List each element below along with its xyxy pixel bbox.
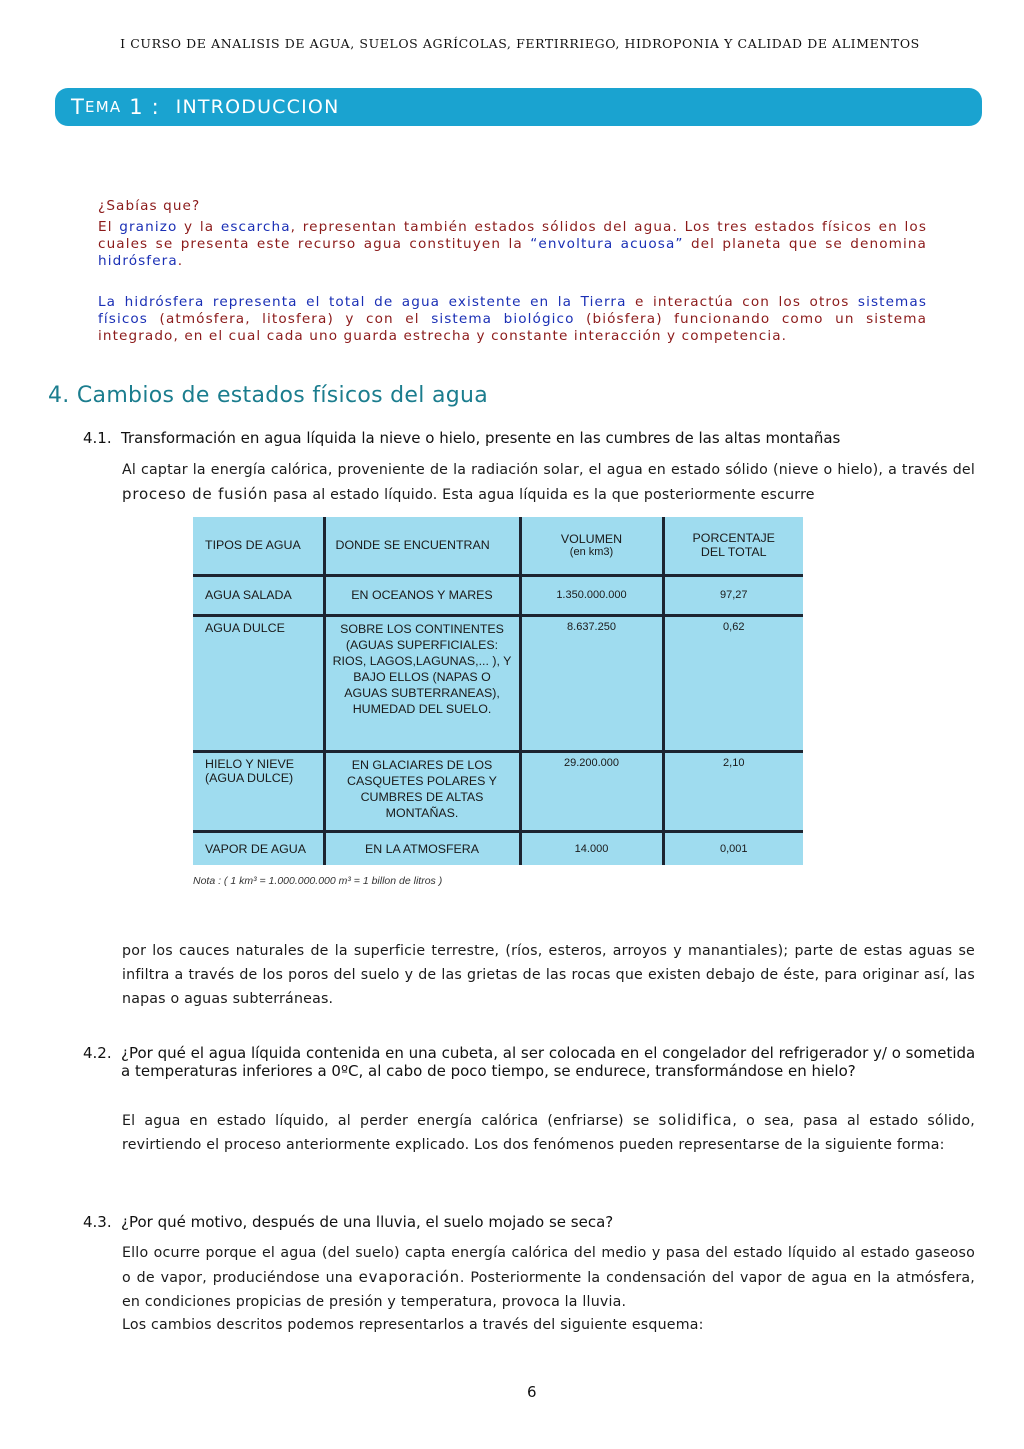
section-title: 4. Cambios de estados físicos del agua xyxy=(48,383,489,408)
water-distribution-table xyxy=(193,517,803,865)
subsection-4-3-heading xyxy=(83,1213,614,1231)
callout-heading: ¿Sabías que? xyxy=(98,198,201,214)
table-row: AGUA SALADA EN OCEANOS Y MARES 1.350.000.000 97,27 xyxy=(193,575,803,615)
table-header-volumen: VOLUMEN (en km3) xyxy=(520,517,663,575)
table-header-donde: DONDE SE ENCUENTRAN xyxy=(324,517,520,575)
paragraph-infiltration: por los cauces naturales de la superficie terrestre, (ríos, esteros, arroyos y manantiales); parte de estas aguas se infiltra a través de los poros del suelo y de las grietas de las rocas que existen debajo de éste, para originar así, las napas o aguas subterráneas. xyxy=(122,943,975,1007)
chapter-banner xyxy=(55,88,982,126)
callout-paragraph-1: El granizo y la escarcha, representan también estados sólidos del agua. Los tres estados físicos en los cuales se presenta este recurso agua constituyen la “envoltura acuosa” del planeta que se denomina hidrósfera. xyxy=(98,219,928,269)
table-row: VAPOR DE AGUA EN LA ATMOSFERA 14.000 0,001 xyxy=(193,831,803,865)
subsection-4-1-heading xyxy=(83,429,841,447)
subsection-title: ¿Por qué el agua líquida contenida en una cubeta, al ser colocada en el congelador del refrigerador y/ o sometida a temperaturas inferiores a 0ºC, al cabo de poco tiempo, se endurece, transformándose en hielo? xyxy=(121,1044,976,1080)
chapter-label-rest: EMA xyxy=(85,98,122,116)
table-row: HIELO Y NIEVE (AGUA DULCE) EN GLACIARES DE LOS CASQUETES POLARES Y CUMBRES DE ALTAS MONTAÑAS. 29.200.000 2,10 xyxy=(193,751,803,831)
table-note: Nota : ( 1 km³ = 1.000.000.000 m³ = 1 billon de litros ) xyxy=(193,875,443,887)
callout-paragraph-2: La hidrósfera representa el total de agua existente en la Tierra e interactúa con los otros sistemas físicos (atmósfera, litosfera) y con el sistema biológico (biósfera) funcionando como un sistema integrado, en el cual cada uno guarda estrecha y constante interacción y competencia. xyxy=(98,294,928,344)
subsection-4-2-heading xyxy=(83,1044,976,1080)
chapter-title: INTRODUCCION xyxy=(175,96,340,118)
table-row: AGUA DULCE SOBRE LOS CONTINENTES (AGUAS SUPERFICIALES: RIOS, LAGOS,LAGUNAS,... ), Y BAJO ELLOS (NAPAS O AGUAS SUBTERRANEAS), HUMEDAD DEL SUELO. 8.637.250 0,62 xyxy=(193,615,803,751)
chapter-label-initial: T xyxy=(71,95,86,119)
subsection-title: ¿Por qué motivo, después de una lluvia, el suelo mojado se seca? xyxy=(121,1213,614,1231)
subsection-number: 4.3. xyxy=(83,1213,112,1231)
running-header: I CURSO DE ANALISIS DE AGUA, SUELOS AGRÍCOLAS, FERTIRRIEGO, HIDROPONIA Y CALIDAD DE ALIMENTOS xyxy=(120,36,920,51)
table-header-tipos: TIPOS DE AGUA xyxy=(193,517,324,575)
page-number: 6 xyxy=(527,1383,537,1401)
subsection-title: Transformación en agua líquida la nieve o hielo, presente en las cumbres de las altas montañas xyxy=(121,429,841,447)
paragraph-scheme-intro: Los cambios descritos podemos representarlos a través del siguiente esquema: xyxy=(122,1317,704,1333)
table-header-porcentaje: PORCENTAJE DEL TOTAL xyxy=(663,517,803,575)
subsection-number: 4.2. xyxy=(83,1044,112,1062)
paragraph-solidification: El agua en estado líquido, al perder energía calórica (enfriarse) se solidifica, o sea, pasa al estado sólido, revirtiendo el proceso anteriormente explicado. Los dos fenómenos pueden representarse de la siguiente forma: xyxy=(122,1111,975,1153)
paragraph-fusion: Al captar la energía calórica, proveniente de la radiación solar, el agua en estado sólido (nieve o hielo), a través del proceso de fusión pasa al estado líquido. Esta agua líquida es la que posteriormente escurre xyxy=(122,462,975,503)
subsection-number: 4.1. xyxy=(83,429,112,447)
paragraph-evaporation: Ello ocurre porque el agua (del suelo) capta energía calórica del medio y pasa del estado líquido al estado gaseoso o de vapor, produciéndose una evaporación. Posteriormente la condensación del vapor de agua en la atmósfera, en condiciones propicias de presión y temperatura, provoca la lluvia. xyxy=(122,1245,976,1310)
chapter-number: 1 : xyxy=(121,95,176,119)
